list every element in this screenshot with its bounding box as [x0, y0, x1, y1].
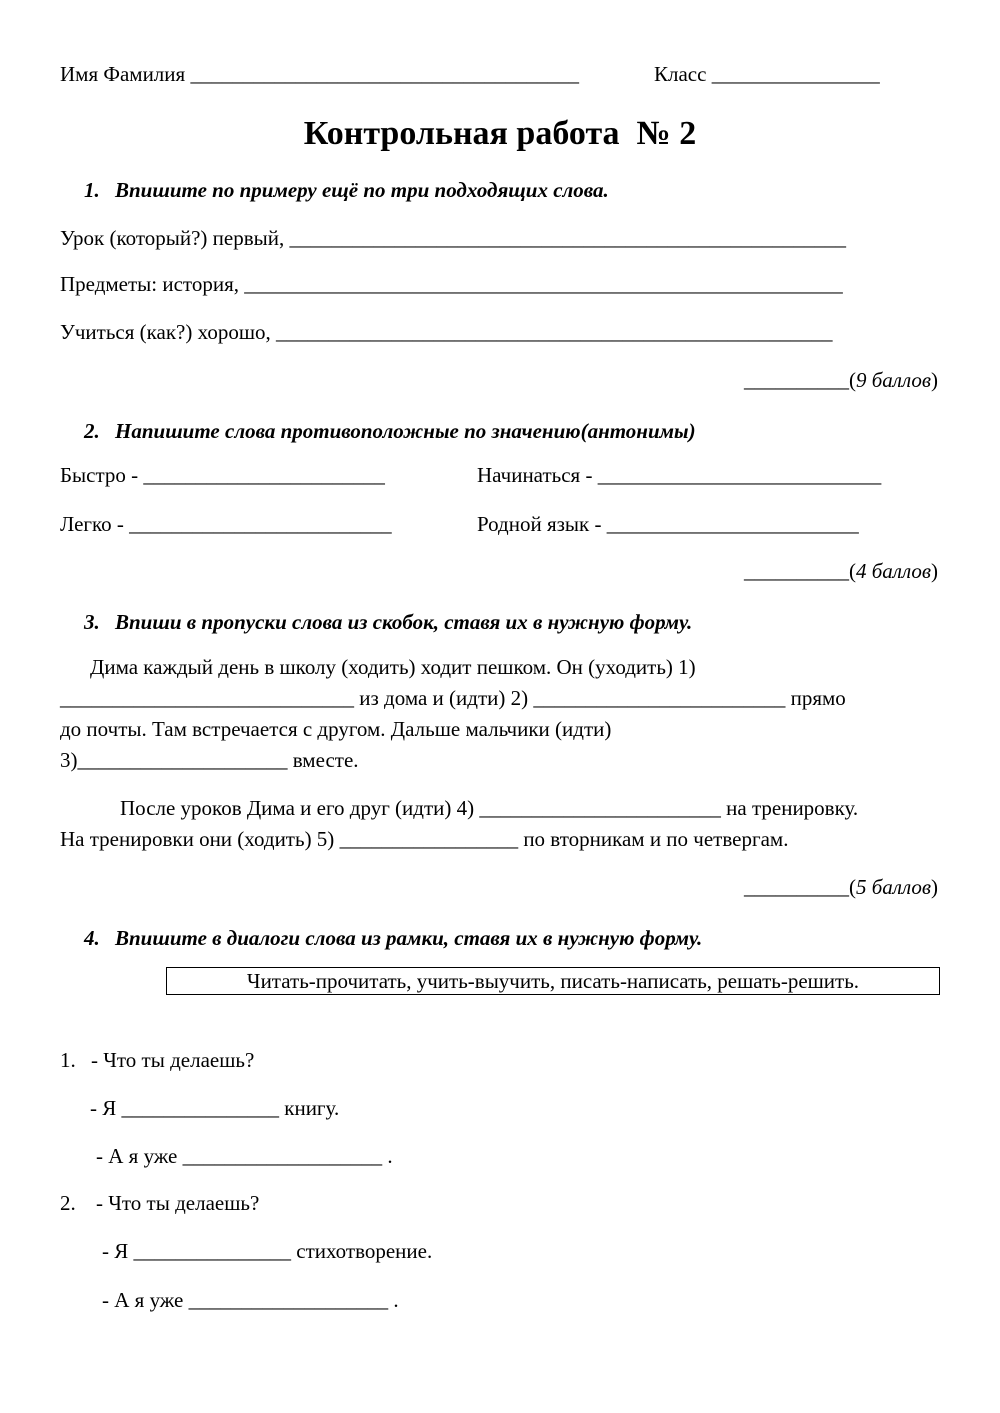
- task2-blank-3[interactable]: _________________________: [129, 512, 392, 536]
- task3-blank-3[interactable]: 3)____________________: [60, 748, 288, 772]
- task3-p1-line3: до почты. Там встречается с другом. Дальше мальчики (идти): [60, 717, 612, 741]
- dialogue-1-question: - Что ты делаешь?: [91, 1048, 255, 1072]
- task1-line-2: [60, 274, 843, 295]
- dialogue-2-number: 2.: [60, 1191, 76, 1215]
- dialogue-1-answer-end: книгу.: [284, 1096, 340, 1120]
- task1-number: 1.: [84, 178, 100, 202]
- task3-heading: [84, 610, 692, 635]
- dialogue-1-question-line: [60, 1050, 254, 1071]
- dialogue-2-reply-end: .: [393, 1288, 399, 1312]
- task2-item-4: [477, 514, 859, 535]
- task2-item-3: [60, 514, 392, 535]
- task3-text-4: После уроков Дима и его друг (идти) 4): [120, 796, 475, 820]
- task3-score-text: 5 баллов: [856, 875, 931, 899]
- dialogue-1-reply-end: .: [387, 1144, 393, 1168]
- dialogue-2-reply-line: [102, 1290, 399, 1311]
- task4-number: 4.: [84, 926, 100, 950]
- task2-prompt-2: Начинаться -: [477, 463, 593, 487]
- task1-heading: [84, 178, 609, 203]
- task2-number: 2.: [84, 419, 100, 443]
- task3-score-blank[interactable]: __________: [744, 875, 849, 899]
- task3-blank-5[interactable]: _________________: [339, 827, 519, 851]
- task4-heading: [84, 926, 702, 951]
- task3-p1-line2: [60, 688, 846, 709]
- dialogue-1-reply-line: [96, 1146, 393, 1167]
- class-blank[interactable]: ________________: [711, 62, 880, 86]
- task3-text-2: прямо: [790, 686, 846, 710]
- name-blank[interactable]: _____________________________________: [190, 62, 579, 86]
- dialogue-1-reply-blank[interactable]: ___________________: [182, 1144, 383, 1168]
- header-class-line: [654, 64, 880, 85]
- task3-text-6: На тренировки они (ходить) 5): [60, 827, 335, 851]
- task2-score: __________(4 баллов): [744, 559, 938, 583]
- dialogue-2-answer-end: стихотворение.: [296, 1239, 433, 1263]
- task1-blank-2[interactable]: _________________________________________________________: [244, 272, 843, 296]
- header-name-line: [60, 64, 579, 85]
- task2-prompt-3: Легко -: [60, 512, 124, 536]
- task1-score-blank[interactable]: __________: [744, 368, 849, 392]
- dialogue-2-reply-start: - А я уже: [102, 1288, 184, 1312]
- dialogue-2-answer-blank[interactable]: _______________: [133, 1239, 291, 1263]
- task2-instruction: Напишите слова противоположные по значению(антонимы): [115, 419, 696, 443]
- task4-instruction: Впишите в диалоги слова из рамки, ставя их в нужную форму.: [115, 926, 703, 950]
- task3-text-1: из дома и (идти) 2): [359, 686, 529, 710]
- dialogue-2-question-line: [60, 1193, 259, 1214]
- task1-prompt-2: Предметы: история,: [60, 272, 239, 296]
- dialogue-1-answer-start: - Я: [90, 1096, 117, 1120]
- task3-p2-line2: [60, 829, 788, 850]
- task1-score: __________(9 баллов): [744, 368, 938, 392]
- task3-score: __________(5 баллов): [744, 875, 938, 899]
- class-label: Класс: [654, 62, 707, 86]
- dialogue-2-answer-start: - Я: [102, 1239, 129, 1263]
- page-title: Контрольная работа № 2: [303, 115, 697, 152]
- task1-prompt-1: Урок (который?) первый,: [60, 226, 285, 250]
- task3-p1-line4: [60, 750, 359, 771]
- task3-p1-line1: Дима каждый день в школу (ходить) ходит пешком. Он (уходить) 1): [90, 655, 696, 679]
- task2-score-text: 4 баллов: [856, 559, 931, 583]
- task3-blank-1[interactable]: ____________________________: [60, 686, 354, 710]
- dialogue-2-answer-line: [102, 1241, 432, 1262]
- task3-p2-line1: [120, 798, 858, 819]
- dialogue-2-reply-blank[interactable]: ___________________: [188, 1288, 389, 1312]
- name-label: Имя Фамилия: [60, 62, 186, 86]
- task3-text-3: вместе.: [292, 748, 359, 772]
- task3-blank-4[interactable]: _______________________: [479, 796, 721, 820]
- dialogue-1-reply-start: - А я уже: [96, 1144, 178, 1168]
- task1-instruction: Впишите по примеру ещё по три подходящих слова.: [115, 178, 609, 202]
- task1-blank-1[interactable]: _____________________________________________________: [289, 226, 846, 250]
- task3-blank-2[interactable]: ________________________: [533, 686, 786, 710]
- task3-text-5: на тренировку.: [726, 796, 859, 820]
- task2-blank-4[interactable]: ________________________: [606, 512, 859, 536]
- task2-heading: [84, 419, 696, 444]
- task1-line-3: [60, 322, 833, 343]
- dialogue-1-number: 1.: [60, 1048, 76, 1072]
- task1-score-text: 9 баллов: [856, 368, 931, 392]
- task2-blank-2[interactable]: ___________________________: [597, 463, 882, 487]
- task1-prompt-3: Учиться (как?) хорошо,: [60, 320, 271, 344]
- dialogue-1-answer-line: [90, 1098, 339, 1119]
- task2-score-blank[interactable]: __________: [744, 559, 849, 583]
- task2-prompt-1: Быстро -: [60, 463, 139, 487]
- task1-blank-3[interactable]: _____________________________________________________: [276, 320, 833, 344]
- task3-number: 3.: [84, 610, 100, 634]
- task2-item-2: [477, 465, 881, 486]
- dialogue-1-answer-blank[interactable]: _______________: [121, 1096, 279, 1120]
- task2-prompt-4: Родной язык -: [477, 512, 602, 536]
- dialogue-2-question: - Что ты делаешь?: [96, 1191, 260, 1215]
- task2-blank-1[interactable]: _______________________: [143, 463, 385, 487]
- task1-line-1: [60, 228, 846, 249]
- task3-instruction: Впиши в пропуски слова из скобок, ставя их в нужную форму.: [115, 610, 693, 634]
- word-box: Читать-прочитать, учить-выучить, писать-написать, решать-решить.: [166, 967, 940, 995]
- task2-item-1: [60, 465, 385, 486]
- task3-text-7: по вторникам и по четвергам.: [523, 827, 789, 851]
